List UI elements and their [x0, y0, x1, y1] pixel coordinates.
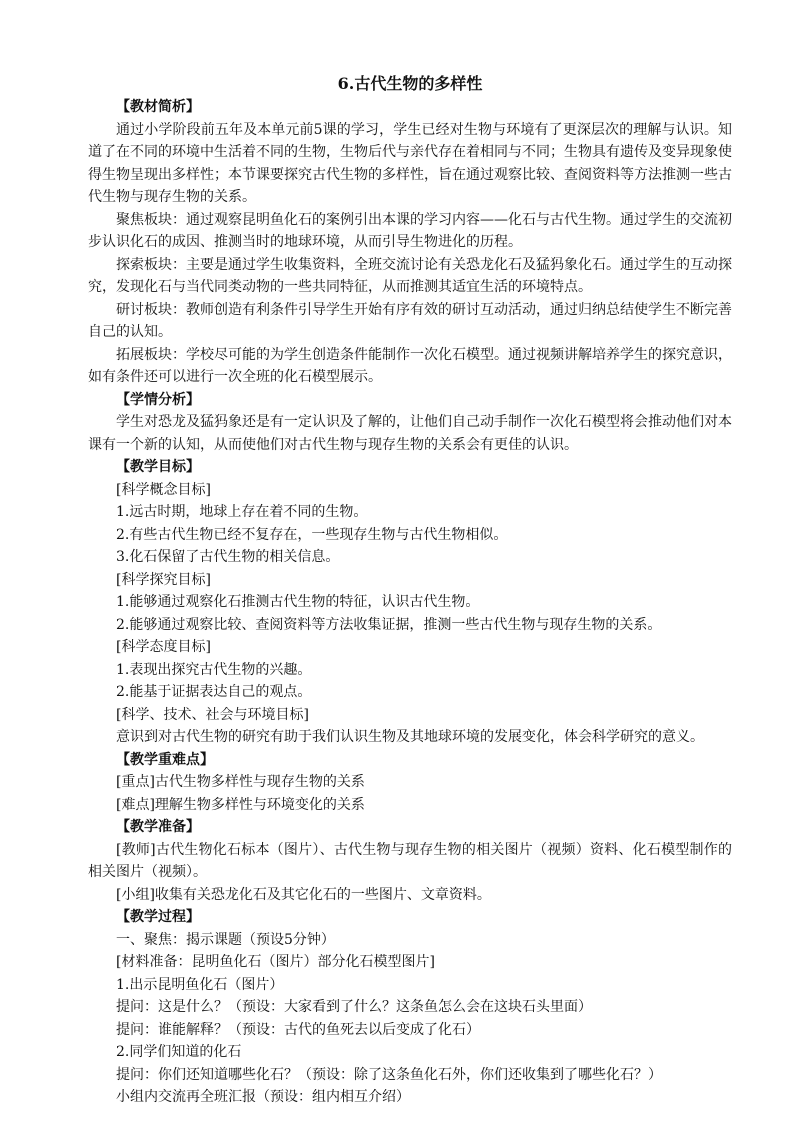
- text-line: 1.出示昆明鱼化石（图片）: [116, 976, 284, 993]
- document-title: 6.古代生物的多样性: [337, 74, 483, 93]
- text-line: [小组]收集有关恐龙化石及其它化石的一些图片、文章资料。: [116, 886, 491, 903]
- paragraph: 学生对恐龙及猛犸象还是有一定认识及了解的，让他们自己动手制作一次化石模型将会推动他们对本课有一个新的认知，从而使他们对古代生物与现存生物的关系会有更佳的认识。: [88, 414, 732, 453]
- text-line: 提问：谁能解释？（预设：古代的鱼死去以后变成了化石）: [116, 1021, 480, 1038]
- paragraph: 意识到对古代生物的研究有助于我们认识生物及其地球环境的发展变化，体会科学研究的意义。: [116, 729, 704, 745]
- text-line: [材料准备：昆明鱼化石（图片）部分化石模型图片]: [116, 954, 435, 970]
- text-line: 一、聚焦：揭示课题（预设5分钟）: [116, 931, 335, 948]
- text-line: 2.能基于证据表达自己的观点。: [116, 684, 312, 700]
- text-line: 1.能够通过观察化石推测古代生物的特征，认识古代生物。: [116, 594, 480, 610]
- paragraph: 通过小学阶段前五年及本单元前5课的学习，学生已经对生物与环境有了更深层次的理解与认识。知道了在不同的环境中生活着不同的生物，生物后代与亲代存在着相同与不同；生物具有遗传及变异现象使得生物呈现出多样性；本节课要探究古代生物的多样性，旨在通过观察比较、查阅资料等方法推测一些古代生物与现存生物的关系。: [88, 121, 732, 205]
- text-line: [科学态度目标]: [116, 639, 211, 655]
- text-line: 1.表现出探究古代生物的兴趣。: [116, 661, 312, 678]
- text-line: 1.远古时期，地球上存在着不同的生物。: [116, 504, 368, 520]
- text-line: [难点]理解生物多样性与环境变化的关系: [116, 796, 365, 813]
- text-line: 小组内交流再全班汇报（预设：组内相互介绍）: [116, 1089, 410, 1105]
- section-heading: 【教学过程】: [116, 909, 200, 925]
- paragraph: 探索板块：主要是通过学生收集资料，全班交流讨论有关恐龙化石及猛犸象化石。通过学生的互动探究，发现化石与当代同类动物的一些共同特征，从而推测其适宜生活的环境特点。: [88, 256, 732, 295]
- section-heading: 【教学准备】: [116, 819, 200, 835]
- text-line: [科学概念目标]: [116, 481, 211, 498]
- text-line: 2.同学们知道的化石: [116, 1044, 242, 1060]
- paragraph: 研讨板块：教师创造有利条件引导学生开始有序有效的研讨互动活动，通过归纳总结使学生不断完善自己的认知。: [88, 301, 732, 340]
- text-line: [科学、技术、社会与环境目标]: [116, 706, 309, 723]
- text-line: 提问：这是什么？（预设：大家看到了什么？这条鱼怎么会在这块石头里面）: [116, 999, 592, 1015]
- paragraph: 拓展板块：学校尽可能的为学生创造条件能制作一次化石模型。通过视频讲解培养学生的探究意识，如有条件还可以进行一次全班的化石模型展示。: [88, 346, 732, 385]
- section-heading: 【教学重难点】: [116, 751, 214, 768]
- text-line: 提问：你们还知道哪些化石？（预设：除了这条鱼化石外，你们还收集到了哪些化石？）: [116, 1066, 662, 1083]
- text-line: 3.化石保留了古代生物的相关信息。: [116, 549, 340, 565]
- paragraph: [教师]古代生物化石标本（图片）、古代生物与现存生物的相关图片（视频）资料、化石模型制作的相关图片（视频）。: [88, 841, 732, 880]
- section-heading: 【学情分析】: [116, 391, 200, 408]
- text-line: [科学探究目标]: [116, 571, 211, 588]
- text-line: 2.能够通过观察比较、查阅资料等方法收集证据，推测一些古代生物与现存生物的关系。: [116, 616, 662, 633]
- document-page: [88, 72, 732, 1109]
- section-heading: 【教学目标】: [116, 459, 200, 475]
- section-heading: 【教材简析】: [116, 99, 200, 115]
- text-line: 2.有些古代生物已经不复存在，一些现存生物与古代生物相似。: [116, 526, 508, 543]
- document-body: [88, 96, 732, 1109]
- paragraph: 聚焦板块：通过观察昆明鱼化石的案例引出本课的学习内容——化石与古代生物。通过学生的交流初步认识化石的成因、推测当时的地球环境，从而引导生物进化的历程。: [88, 211, 732, 250]
- text-line: [重点]古代生物多样性与现存生物的关系: [116, 774, 365, 790]
